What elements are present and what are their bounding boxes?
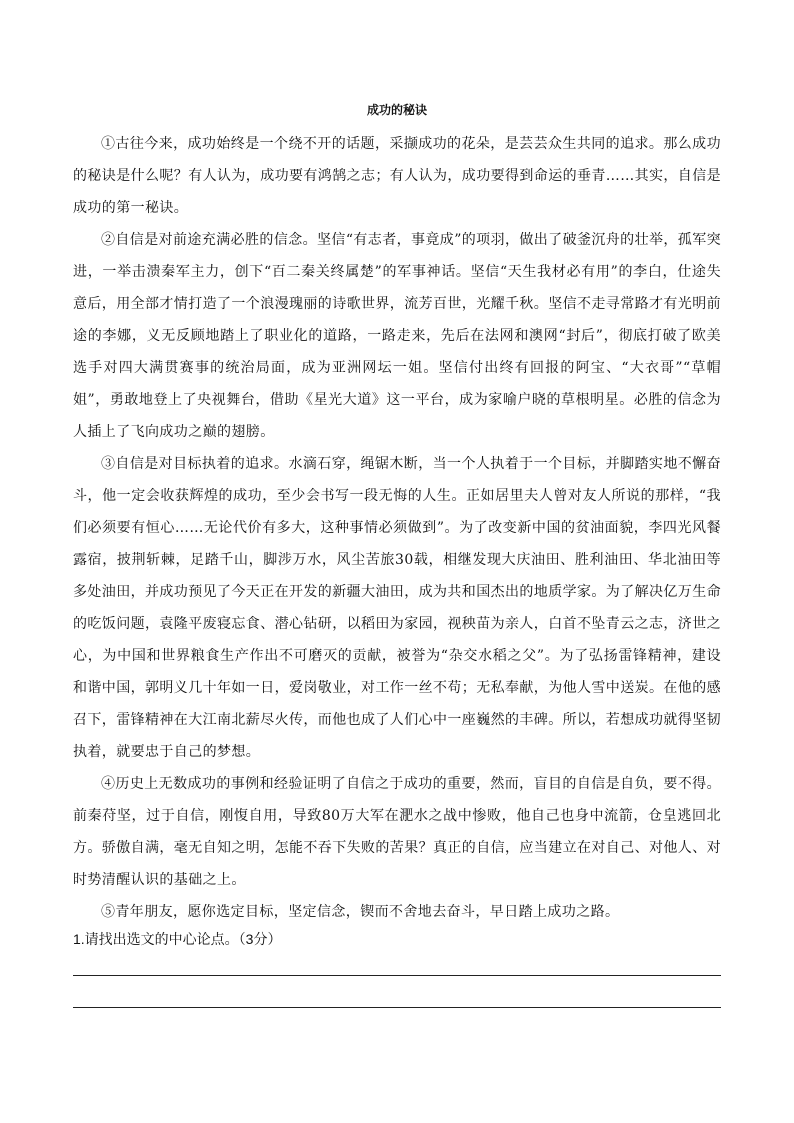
article-body: [73, 128, 721, 928]
answer-line[interactable]: [73, 1007, 721, 1008]
article-title: 成功的秘诀: [366, 103, 427, 117]
paragraph-1: ①古往今来，成功始终是一个绕不开的话题，采撷成功的花朵，是芸芸众生共同的追求。那么成功的秘诀是什么呢？有人认为，成功要有鸿鹄之志；有人认为，成功要得到命运的垂青……其实，自信是成功的第一秘诀。: [73, 136, 721, 216]
paragraph-3: ③自信是对目标执着的追求。水滴石穿，绳锯木断，当一个人执着于一个目标，并脚踏实地不懈奋斗，他一定会收获辉煌的成功，至少会书写一段无悔的人生。正如居里夫人曾对友人所说的那样，“我们必须要有恒心……无论代价有多大，这种事情必须做到”。为了改变新中国的贫油面貌，李四光风餐露宿，披荆斩棘，足踏千山，脚涉万水，风尘苦旅30载，相继发现大庆油田、胜利油田、华北油田等多处油田，并成功预见了今天正在开发的新疆大油田，成为共和国杰出的地质学家。为了解决亿万生命的吃饭问题，袁隆平废寝忘食、潜心钻研，以稻田为家园，视秧苗为亲人，白首不坠青云之志，济世之心，为中国和世界粮食生产作出不可磨灭的贡献，被誉为“杂交水稻之父”。为了弘扬雷锋精神，建设和谐中国，郭明义几十年如一日，爱岗敬业，对工作一丝不苟；无私奉献，为他人雪中送炭。在他的感召下，雷锋精神在大江南北薪尽火传，而他也成了人们心中一座巍然的丰碑。所以，若想成功就得坚韧执着，就要忠于自己的梦想。: [73, 456, 721, 760]
answer-line[interactable]: [73, 975, 721, 976]
paragraph-4: ④历史上无数成功的事例和经验证明了自信之于成功的重要，然而，盲目的自信是自负，要不得。前秦苻坚，过于自信，刚愎自用，导致80万大军在淝水之战中惨败，他自己也身中流箭，仓皇逃回北方。骄傲自满，毫无自知之明，怎能不吞下失败的苦果？真正的自信，应当建立在对自己、对他人、对时势清醒认识的基础之上。: [73, 776, 721, 888]
paragraph-5: ⑤青年朋友，愿你选定目标，坚定信念，锲而不舍地去奋斗，早日踏上成功之路。: [101, 904, 620, 920]
question-1: 1.请找出选文的中心论点。（3分）: [73, 931, 282, 947]
paragraph-2: ②自信是对前途充满必胜的信念。坚信“有志者，事竟成”的项羽，做出了破釜沉舟的壮举，孤军突进，一举击溃秦军主力，创下“百二秦关终属楚”的军事神话。坚信“天生我材必有用”的李白，仕途失意后，用全部才情打造了一个浪漫瑰丽的诗歌世界，流芳百世，光耀千秋。坚信不走寻常路才有光明前途的李娜，义无反顾地踏上了职业化的道路，一路走来，先后在法网和澳网“封后”，彻底打破了欧美选手对四大满贯赛事的统治局面，成为亚洲网坛一姐。坚信付出终有回报的阿宝、“大衣哥”“草帽姐”，勇敢地登上了央视舞台，借助《星光大道》这一平台，成为家喻户晓的草根明星。必胜的信念为人插上了飞向成功之巅的翅膀。: [73, 232, 721, 440]
